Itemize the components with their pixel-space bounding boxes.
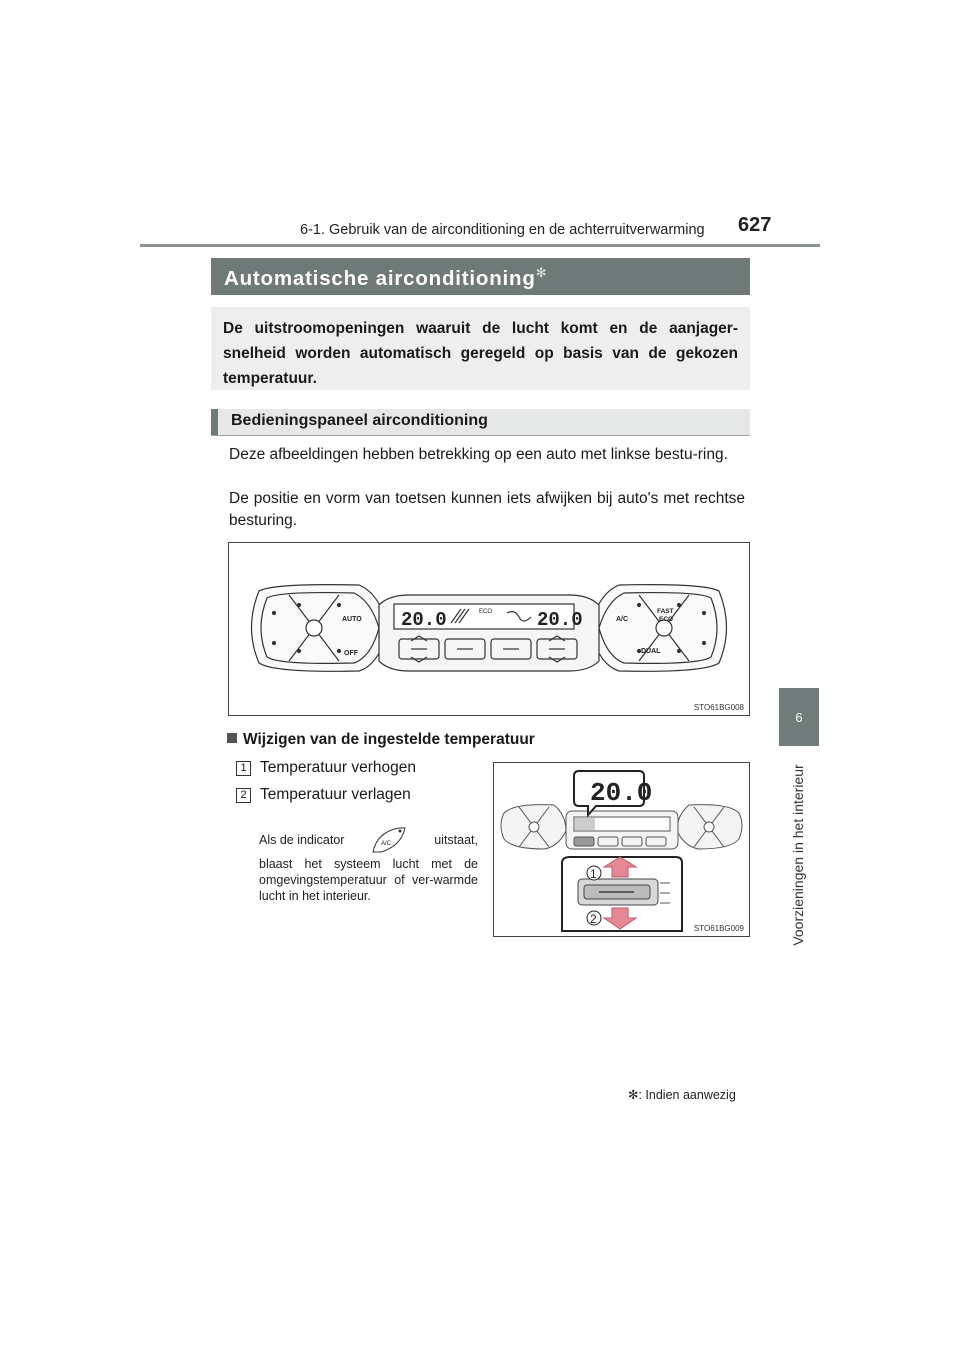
chapter-label: [788, 760, 808, 950]
temperature-switch-figure: [493, 762, 750, 937]
page-number: 627: [738, 214, 772, 236]
body-paragraph-2: De positie en vorm van toetsen kunnen iets afwijken bij auto's met rechtse besturing.: [229, 490, 745, 529]
fast-button-label: FAST: [657, 608, 674, 615]
footnote: [628, 1087, 736, 1102]
control-panel-figure: [228, 542, 750, 716]
eco-button-label: ECO: [659, 616, 674, 623]
ac-indicator-label: A/C: [381, 841, 392, 847]
page-title: [211, 258, 750, 295]
off-button-label: OFF: [344, 650, 358, 657]
temperature-switch-illustration: [494, 763, 749, 936]
section-underline: [211, 435, 750, 436]
subsection-heading-text: Wijzigen van de ingestelde temperatuur: [243, 731, 535, 748]
step-1-number: 1: [236, 761, 251, 776]
body-paragraph-1: Deze afbeeldingen hebben betrekking op een auto met linkse bestu-ring.: [229, 446, 728, 463]
left-temp-display: 20.0: [401, 609, 447, 631]
header-rule: [140, 244, 820, 247]
step-2: [236, 786, 411, 804]
step-1-text: Temperatuur verhogen: [260, 759, 416, 776]
footnote-text: : Indien aanwezig: [638, 1088, 736, 1102]
note-end: blaast het systeem lucht met de omgevingstemperatuur of ver-warmde lucht in het interieur.: [259, 857, 478, 903]
auto-button-label: AUTO: [342, 616, 362, 623]
note-start: Als de indicator: [259, 833, 345, 847]
dual-button-label: DUAL: [641, 648, 661, 655]
callout-1: 1: [590, 867, 597, 881]
square-bullet-icon: [227, 733, 237, 743]
eco-display-label: ECO: [479, 609, 493, 615]
ac-button-label: A/C: [616, 616, 629, 623]
step-2-text: Temperatuur verlagen: [260, 786, 411, 803]
figure-2-code: STO61BG009: [693, 924, 744, 933]
figure-1-code: STO61BG008: [693, 703, 744, 712]
subsection-heading: [227, 731, 535, 749]
header-section-title: 6-1. Gebruik van de airconditioning en de achterruitverwarming: [300, 222, 705, 238]
chapter-label-text: Voorzieningen in het interieur: [790, 764, 806, 946]
step-2-number: 2: [236, 788, 251, 803]
note: [259, 826, 478, 904]
right-temp-display: 20.0: [537, 609, 583, 631]
ac-indicator-icon: [369, 826, 409, 854]
section-heading: Bedieningspaneel airconditioning: [211, 409, 750, 435]
page-title-text: Automatische airconditioning: [224, 266, 536, 290]
title-asterisk: ✻: [535, 265, 548, 280]
display-temperature: 20.0: [590, 778, 653, 808]
chapter-tab: 6: [779, 688, 819, 746]
footnote-asterisk: ✻: [628, 1088, 639, 1102]
note-mid: uitstaat,: [434, 833, 478, 847]
intro-box: De uitstroomopeningen waaruit de lucht komt en de aanjager-snelheid worden automatisch geregeld op basis van de gekozen temperatuur.: [211, 307, 750, 390]
control-panel-illustration: [229, 543, 749, 715]
step-1: [236, 759, 416, 777]
callout-2: 2: [590, 912, 597, 926]
